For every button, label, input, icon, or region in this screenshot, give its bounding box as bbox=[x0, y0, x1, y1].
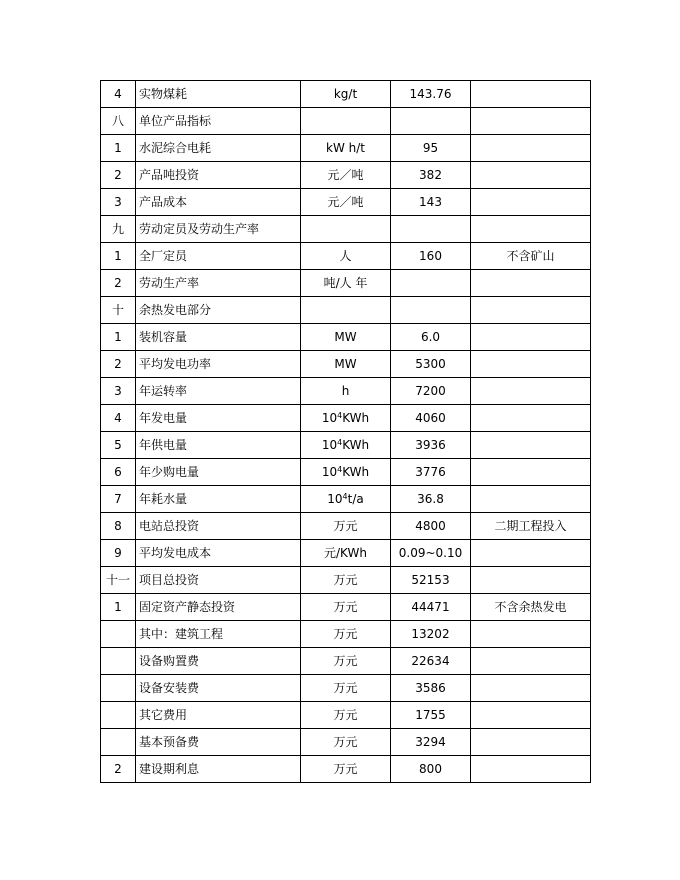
item-name-cell: 平均发电功率 bbox=[136, 351, 301, 378]
item-name-cell: 年少购电量 bbox=[136, 459, 301, 486]
row-number-cell: 2 bbox=[101, 351, 136, 378]
unit-cell: 元/KWh bbox=[301, 540, 391, 567]
row-number-cell: 5 bbox=[101, 432, 136, 459]
table-row bbox=[101, 621, 591, 648]
note-cell bbox=[471, 189, 591, 216]
note-cell bbox=[471, 648, 591, 675]
unit-cell: 元／吨 bbox=[301, 189, 391, 216]
value-cell bbox=[391, 270, 471, 297]
unit-cell: 吨/人 年 bbox=[301, 270, 391, 297]
unit-cell: kW h/t bbox=[301, 135, 391, 162]
table-row bbox=[101, 567, 591, 594]
value-cell: 44471 bbox=[391, 594, 471, 621]
value-cell: 52153 bbox=[391, 567, 471, 594]
unit-exponent: 4 bbox=[337, 465, 343, 474]
note-cell bbox=[471, 459, 591, 486]
note-cell bbox=[471, 567, 591, 594]
row-number-cell: 6 bbox=[101, 459, 136, 486]
item-name-cell: 设备购置费 bbox=[136, 648, 301, 675]
unit-cell bbox=[301, 432, 391, 459]
row-number-cell: 8 bbox=[101, 513, 136, 540]
unit-suffix: KWh bbox=[342, 465, 370, 479]
table-row bbox=[101, 675, 591, 702]
table-row bbox=[101, 324, 591, 351]
table-row bbox=[101, 243, 591, 270]
note-cell bbox=[471, 486, 591, 513]
item-name-cell: 全厂定员 bbox=[136, 243, 301, 270]
item-name-cell: 劳动生产率 bbox=[136, 270, 301, 297]
item-name-cell: 水泥综合电耗 bbox=[136, 135, 301, 162]
unit-suffix: KWh bbox=[342, 411, 370, 425]
unit-cell bbox=[301, 405, 391, 432]
unit-cell: 万元 bbox=[301, 675, 391, 702]
table-row bbox=[101, 702, 591, 729]
item-name-cell: 年运转率 bbox=[136, 378, 301, 405]
item-name-cell: 单位产品指标 bbox=[136, 108, 301, 135]
unit-exponent: 4 bbox=[337, 438, 343, 447]
row-number-cell: 1 bbox=[101, 324, 136, 351]
document-page bbox=[100, 80, 590, 783]
table-row bbox=[101, 216, 591, 243]
note-cell bbox=[471, 540, 591, 567]
row-number-cell: 十一 bbox=[101, 567, 136, 594]
value-cell bbox=[391, 108, 471, 135]
table-row bbox=[101, 432, 591, 459]
table-row bbox=[101, 594, 591, 621]
unit-cell: h bbox=[301, 378, 391, 405]
row-number-cell: 2 bbox=[101, 162, 136, 189]
row-number-cell: 十 bbox=[101, 297, 136, 324]
table-row bbox=[101, 81, 591, 108]
value-cell: 1755 bbox=[391, 702, 471, 729]
unit-cell: MW bbox=[301, 324, 391, 351]
unit-suffix: KWh bbox=[342, 438, 370, 452]
note-cell: 不含余热发电 bbox=[471, 594, 591, 621]
unit-cell bbox=[301, 459, 391, 486]
value-cell: 160 bbox=[391, 243, 471, 270]
item-name-cell: 电站总投资 bbox=[136, 513, 301, 540]
note-cell: 不含矿山 bbox=[471, 243, 591, 270]
note-cell bbox=[471, 135, 591, 162]
unit-cell: 万元 bbox=[301, 567, 391, 594]
row-number-cell bbox=[101, 729, 136, 756]
item-name-cell: 其它费用 bbox=[136, 702, 301, 729]
table-row bbox=[101, 135, 591, 162]
value-cell: 5300 bbox=[391, 351, 471, 378]
note-cell bbox=[471, 81, 591, 108]
unit-base: 10 bbox=[321, 411, 338, 425]
unit-cell: 万元 bbox=[301, 648, 391, 675]
row-number-cell: 八 bbox=[101, 108, 136, 135]
note-cell bbox=[471, 702, 591, 729]
unit-cell: 万元 bbox=[301, 702, 391, 729]
value-cell: 143.76 bbox=[391, 81, 471, 108]
unit-cell: kg/t bbox=[301, 81, 391, 108]
item-name-cell: 产品吨投资 bbox=[136, 162, 301, 189]
row-number-cell bbox=[101, 621, 136, 648]
note-cell bbox=[471, 729, 591, 756]
unit-cell: MW bbox=[301, 351, 391, 378]
table-row bbox=[101, 378, 591, 405]
note-cell bbox=[471, 405, 591, 432]
table-row bbox=[101, 351, 591, 378]
note-cell: 二期工程投入 bbox=[471, 513, 591, 540]
note-cell bbox=[471, 324, 591, 351]
row-number-cell: 4 bbox=[101, 81, 136, 108]
row-number-cell: 1 bbox=[101, 135, 136, 162]
unit-base: 10 bbox=[327, 492, 343, 506]
value-cell: 6.0 bbox=[391, 324, 471, 351]
row-number-cell bbox=[101, 675, 136, 702]
value-cell: 36.8 bbox=[391, 486, 471, 513]
value-cell: 7200 bbox=[391, 378, 471, 405]
item-name-cell: 项目总投资 bbox=[136, 567, 301, 594]
value-cell: 3776 bbox=[391, 459, 471, 486]
note-cell bbox=[471, 162, 591, 189]
item-name-cell: 设备安装费 bbox=[136, 675, 301, 702]
unit-exponent: 4 bbox=[337, 411, 343, 420]
value-cell: 13202 bbox=[391, 621, 471, 648]
item-name-cell: 固定资产静态投资 bbox=[136, 594, 301, 621]
indicator-table bbox=[100, 80, 591, 783]
unit-cell: 万元 bbox=[301, 756, 391, 783]
row-number-cell: 3 bbox=[101, 189, 136, 216]
value-cell bbox=[391, 297, 471, 324]
value-cell: 4060 bbox=[391, 405, 471, 432]
note-cell bbox=[471, 351, 591, 378]
note-cell bbox=[471, 432, 591, 459]
table-row bbox=[101, 486, 591, 513]
item-name-cell: 年耗水量 bbox=[136, 486, 301, 513]
row-number-cell: 2 bbox=[101, 756, 136, 783]
item-name-cell: 其中：建筑工程 bbox=[136, 621, 301, 648]
row-number-cell: 3 bbox=[101, 378, 136, 405]
table-row bbox=[101, 729, 591, 756]
unit-cell bbox=[301, 297, 391, 324]
value-cell: 3294 bbox=[391, 729, 471, 756]
note-cell bbox=[471, 297, 591, 324]
unit-cell: 人 bbox=[301, 243, 391, 270]
unit-cell: 万元 bbox=[301, 729, 391, 756]
table-row bbox=[101, 648, 591, 675]
unit-suffix: t/a bbox=[347, 492, 364, 506]
table-row bbox=[101, 405, 591, 432]
item-name-cell: 平均发电成本 bbox=[136, 540, 301, 567]
unit-cell: 万元 bbox=[301, 594, 391, 621]
note-cell bbox=[471, 216, 591, 243]
value-cell: 3936 bbox=[391, 432, 471, 459]
unit-cell: 元／吨 bbox=[301, 162, 391, 189]
table-row bbox=[101, 756, 591, 783]
unit-base: 10 bbox=[321, 438, 338, 452]
item-name-cell: 实物煤耗 bbox=[136, 81, 301, 108]
note-cell bbox=[471, 756, 591, 783]
table-row bbox=[101, 162, 591, 189]
unit-cell: 万元 bbox=[301, 513, 391, 540]
item-name-cell: 余热发电部分 bbox=[136, 297, 301, 324]
value-cell bbox=[391, 216, 471, 243]
table-row bbox=[101, 459, 591, 486]
item-name-cell: 建设期利息 bbox=[136, 756, 301, 783]
table-row bbox=[101, 297, 591, 324]
row-number-cell: 九 bbox=[101, 216, 136, 243]
note-cell bbox=[471, 621, 591, 648]
row-number-cell bbox=[101, 648, 136, 675]
unit-exponent: 4 bbox=[342, 492, 348, 501]
table-row bbox=[101, 540, 591, 567]
note-cell bbox=[471, 675, 591, 702]
table-row bbox=[101, 108, 591, 135]
unit-cell bbox=[301, 108, 391, 135]
value-cell: 0.09~0.10 bbox=[391, 540, 471, 567]
row-number-cell: 1 bbox=[101, 243, 136, 270]
row-number-cell bbox=[101, 702, 136, 729]
unit-cell: 万元 bbox=[301, 621, 391, 648]
table-body bbox=[101, 81, 591, 783]
unit-base: 10 bbox=[321, 465, 338, 479]
unit-cell bbox=[301, 216, 391, 243]
value-cell: 382 bbox=[391, 162, 471, 189]
unit-cell bbox=[301, 486, 391, 513]
row-number-cell: 2 bbox=[101, 270, 136, 297]
row-number-cell: 7 bbox=[101, 486, 136, 513]
row-number-cell: 9 bbox=[101, 540, 136, 567]
item-name-cell: 劳动定员及劳动生产率 bbox=[136, 216, 301, 243]
value-cell: 3586 bbox=[391, 675, 471, 702]
value-cell: 143 bbox=[391, 189, 471, 216]
note-cell bbox=[471, 378, 591, 405]
row-number-cell: 1 bbox=[101, 594, 136, 621]
table-row bbox=[101, 189, 591, 216]
value-cell: 4800 bbox=[391, 513, 471, 540]
item-name-cell: 年供电量 bbox=[136, 432, 301, 459]
item-name-cell: 产品成本 bbox=[136, 189, 301, 216]
value-cell: 95 bbox=[391, 135, 471, 162]
row-number-cell: 4 bbox=[101, 405, 136, 432]
note-cell bbox=[471, 270, 591, 297]
item-name-cell: 装机容量 bbox=[136, 324, 301, 351]
table-row bbox=[101, 513, 591, 540]
item-name-cell: 年发电量 bbox=[136, 405, 301, 432]
value-cell: 800 bbox=[391, 756, 471, 783]
note-cell bbox=[471, 108, 591, 135]
table-row bbox=[101, 270, 591, 297]
value-cell: 22634 bbox=[391, 648, 471, 675]
item-name-cell: 基本预备费 bbox=[136, 729, 301, 756]
